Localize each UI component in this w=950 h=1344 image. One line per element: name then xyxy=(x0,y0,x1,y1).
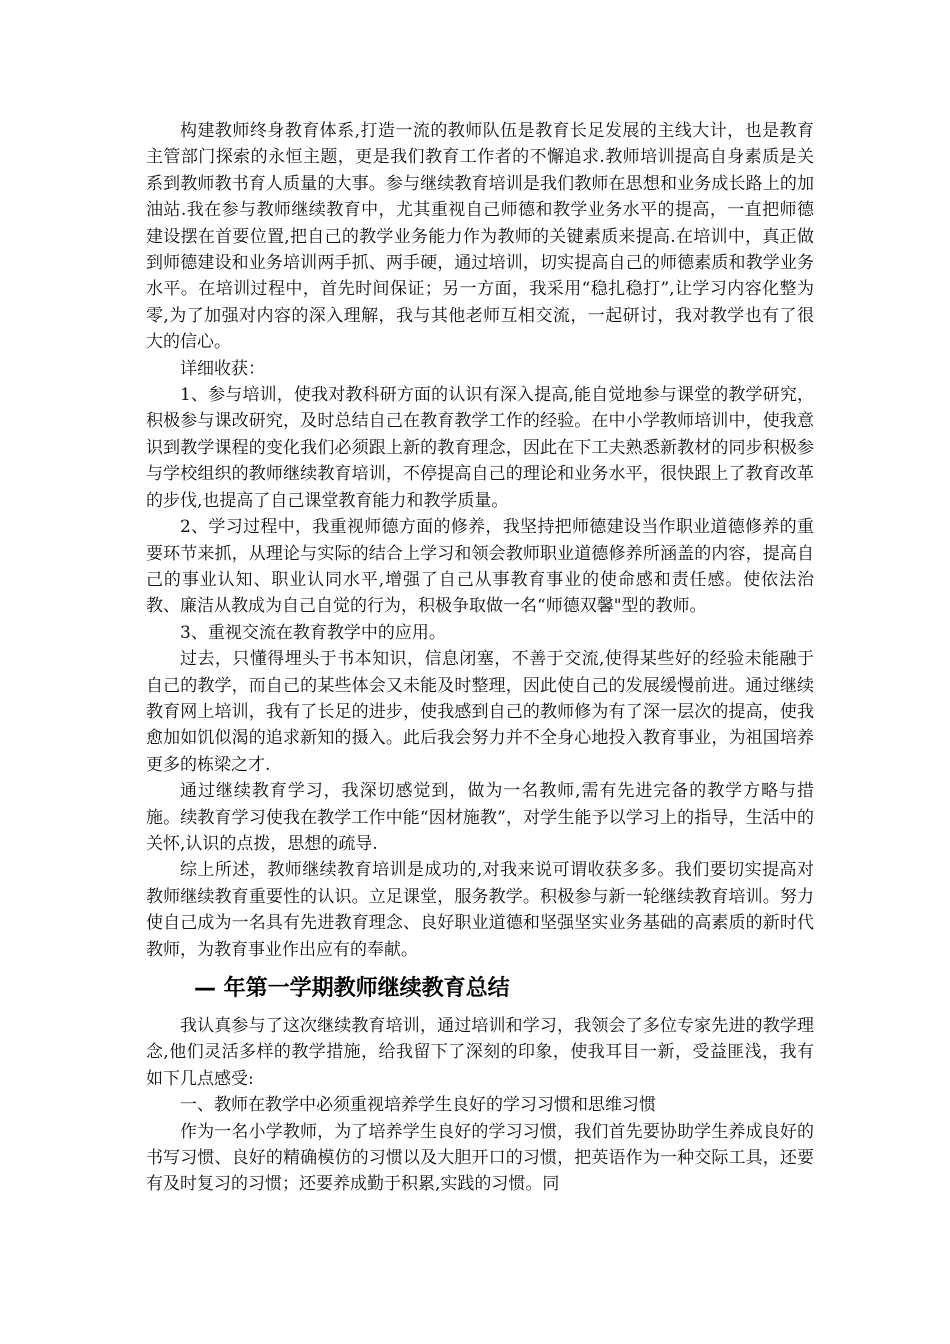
body-paragraph: 1、参与培训，使我对教科研方面的认识有深入提高,能自觉地参与课堂的教学研究，积极参与课改研究，及时总结自己在教育教学工作的经验。在中小学教师培训中，使我意识到教学课程的变化我们必须跟上新的教育理念，因此在下工夫熟悉新教材的同步积极参与学校组织的教师继续教育培训，不停提高自己的理论和业务水平，很快跟上了教育改革的步伐,也提高了自己课堂教育能力和教学质量。 xyxy=(146,385,814,511)
body-paragraph: 我认真参与了这次继续教育培训，通过培训和学习，我领会了多位专家先进的教学理念,他们灵活多样的教学措施，给我留下了深刻的印象，使我耳目一新，受益匪浅，我有如下几点感受: xyxy=(146,1016,814,1089)
body-paragraph: 一、教师在教学中必须重视培养学生良好的学习习惯和思维习惯 xyxy=(180,1095,656,1116)
body-paragraph: 构建教师终身教育体系,打造一流的教师队伍是教育长足发展的主线大计，也是教育主管部门探索的永恒主题，更是我们教育工作者的不懈追求.教师培训提高自身素质是关系到教师教书育人质量的大事。参与继续教育培训是我们教师在思想和业务成长路上的加油站.我在参与教师继续教育中，尤其重视自己师德和教学业务水平的提高，一直把师德建设摆在首要位置,把自己的教学业务能力作为教师的关键素质来提高.在培训中，真正做到师德建设和业务培训两手抓、两手硬，通过培训，切实提高自己的师德素质和教学业务水平。在培训过程中，首先时间保证；另一方面，我采用“稳扎稳打”,让学习内容化整为零,为了加强对内容的深入理解，我与其他老师互相交流，一起研讨，我对教学也有了很大的信心。 xyxy=(146,121,814,353)
body-paragraph: 综上所述，教师继续教育培训是成功的,对我来说可谓收获多多。我们要切实提高对教师继续教育重要性的认识。立足课堂，服务教学。积极参与新一轮继续教育培训。努力使自己成为一名具有先进教育理念、良好职业道德和坚强坚实业务基础的高素质的新时代教师，为教育事业作出应有的奉献。 xyxy=(146,860,814,960)
body-paragraph: 过去，只懂得埋头于书本知识，信息闭塞，不善于交流,使得某些好的经验未能融于自己的教学，而自己的某些体会又未能及时整理，因此使自己的发展缓慢前进。通过继续教育网上培训，我有了长足的进步，使我感到自己的教师修为有了深一层次的提高，使我愈加如饥似渴的追求新知的摄入。此后我会努力并不全身心地投入教育事业，为祖国培养更多的栋梁之才. xyxy=(146,649,814,775)
body-paragraph: 作为一名小学教师，为了培养学生良好的学习习惯，我们首先要协助学生养成良好的书写习惯、良好的精确模仿的习惯以及大胆开口的习惯，把英语作为一种交际工具，还要有及时复习的习惯；还要养成勤于积累,实践的习惯。同 xyxy=(146,1121,814,1195)
body-paragraph: 2、学习过程中，我重视师德方面的修养，我坚持把师德建设当作职业道德修养的重要环节来抓，从理论与实际的结合上学习和领会教师职业道德修养所涵盖的内容，提高自己的事业认知、职业认同水平,增强了自己从事教育事业的使命感和责任感。使依法治教、廉洁从教成为自己自觉的行为，积极争取做一名“师德双馨"型的教师。 xyxy=(146,517,814,617)
section-heading: — 年第一学期教师继续教育总结 xyxy=(194,976,510,1001)
body-paragraph: 详细收获： xyxy=(180,358,265,379)
body-paragraph: 3、重视交流在教育教学中的应用。 xyxy=(180,622,446,643)
body-paragraph: 通过继续教育学习，我深切感觉到，做为一名教师,需有先进完备的教学方略与措施。续教育学习使我在教学工作中能“因材施教”，对学生能予以学习上的指导，生活中的关怀,认识的点拨，思想的疏导. xyxy=(146,781,814,854)
document-page xyxy=(146,118,814,1198)
